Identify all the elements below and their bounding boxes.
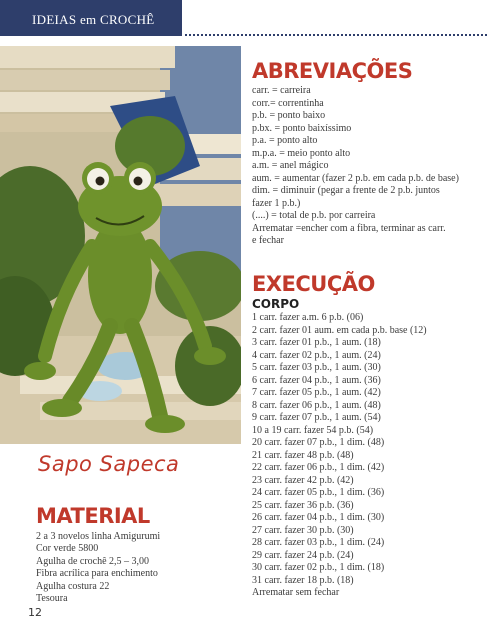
material-section [36, 503, 236, 605]
abbreviation-line: p.b. = ponto baixo [252, 110, 326, 121]
execution-step: 30 carr. fazer 02 p.b., 1 dim. (18) [252, 562, 385, 573]
material-item: 2 a 3 novelos linha Amigurumi [36, 531, 161, 542]
execution-step: 5 carr. fazer 03 p.b., 1 aum. (30) [252, 362, 381, 373]
execution-title: EXECUÇÃO [252, 272, 375, 296]
execution-step: 27 carr. fazer 30 p.b. (30) [252, 524, 354, 536]
execution-subtitle: CORPO [252, 297, 300, 311]
execution-step: 20 carr. fazer 07 p.b., 1 dim. (48) [252, 437, 385, 448]
execution-section [252, 271, 484, 600]
execution-step: 21 carr. fazer 48 p.b. (48) [252, 449, 354, 461]
execution-step: 28 carr. fazer 03 p.b., 1 dim. (24) [252, 537, 385, 548]
execution-step: 9 carr. fazer 07 p.b., 1 aum. (54) [252, 412, 381, 423]
abbreviation-line: p.a. = ponto alto [252, 135, 318, 146]
material-item: Agulha costura 22 [36, 580, 110, 592]
execution-step: 1 carr. fazer a.m. 6 p.b. (06) [252, 312, 364, 323]
frog-photo-illustration [0, 46, 241, 444]
abbreviation-line: (....) = total de p.b. por carreira [252, 210, 376, 221]
material-item: Agulha de crochê 2,5 – 3,00 [36, 555, 150, 567]
execution-step: 7 carr. fazer 05 p.b., 1 aum. (42) [252, 387, 381, 398]
abbreviation-line: a.m. = anel mágico [252, 160, 329, 171]
abbreviation-line: e fechar [252, 235, 284, 246]
material-title: MATERIAL [36, 504, 150, 528]
execution-step: 10 a 19 carr. fazer 54 p.b. (54) [252, 424, 374, 436]
page-number: 12 [28, 606, 42, 619]
execution-step: 4 carr. fazer 02 p.b., 1 aum. (24) [252, 349, 381, 361]
execution-step: 23 carr. fazer 42 p.b. (42) [252, 474, 354, 486]
abbreviations-title: ABREVIAÇÕES [252, 59, 413, 83]
abbreviations-list [252, 85, 484, 248]
abbreviation-line: fazer 1 p.b.) [252, 197, 301, 209]
crochet-frog-photo [0, 46, 241, 444]
execution-step: 22 carr. fazer 06 p.b., 1 dim. (42) [252, 462, 385, 473]
abbreviation-line: p.bx. = ponto baixíssimo [252, 122, 352, 134]
header-bar [0, 0, 182, 36]
header-dotted-rule [185, 34, 487, 36]
execution-step: 24 carr. fazer 05 p.b., 1 dim. (36) [252, 487, 385, 498]
abbreviation-line: Arrematar =encher com a fibra, terminar as carr. [252, 222, 446, 234]
execution-step: 26 carr. fazer 04 p.b., 1 dim. (30) [252, 512, 385, 523]
execution-steps [252, 312, 484, 600]
abbreviation-line: carr. = carreira [252, 85, 311, 96]
magazine-title: IDEIAS em CROCHÊ [32, 12, 155, 27]
material-item: Tesoura [36, 593, 68, 605]
abbreviation-line: corr.= correntinha [252, 97, 324, 109]
abbreviation-line: m.p.a. = meio ponto alto [252, 147, 351, 159]
abbreviation-line: aum. = aumentar (fazer 2 p.b. em cada p.b. de base) [252, 172, 459, 184]
execution-step: 3 carr. fazer 01 p.b., 1 aum. (18) [252, 337, 381, 348]
execution-step: 8 carr. fazer 06 p.b., 1 aum. (48) [252, 399, 381, 411]
execution-step: Arrematar sem fechar [252, 587, 340, 598]
product-name: Sapo Sapeca [38, 452, 180, 476]
execution-step: 6 carr. fazer 04 p.b., 1 aum. (36) [252, 374, 381, 386]
material-item: Cor verde 5800 [36, 543, 99, 555]
execution-step: 31 carr. fazer 18 p.b. (18) [252, 574, 354, 586]
abbreviation-line: dim. = diminuir (pegar a frente de 2 p.b. juntos [252, 185, 440, 196]
material-list [36, 531, 236, 605]
material-item: Fibra acrílica para enchimento [36, 568, 158, 580]
execution-step: 29 carr. fazer 24 p.b. (24) [252, 549, 354, 561]
execution-step: 2 carr. fazer 01 aum. em cada p.b. base (12) [252, 324, 427, 336]
execution-step: 25 carr. fazer 36 p.b. (36) [252, 499, 354, 511]
abbreviations-section [252, 58, 484, 248]
